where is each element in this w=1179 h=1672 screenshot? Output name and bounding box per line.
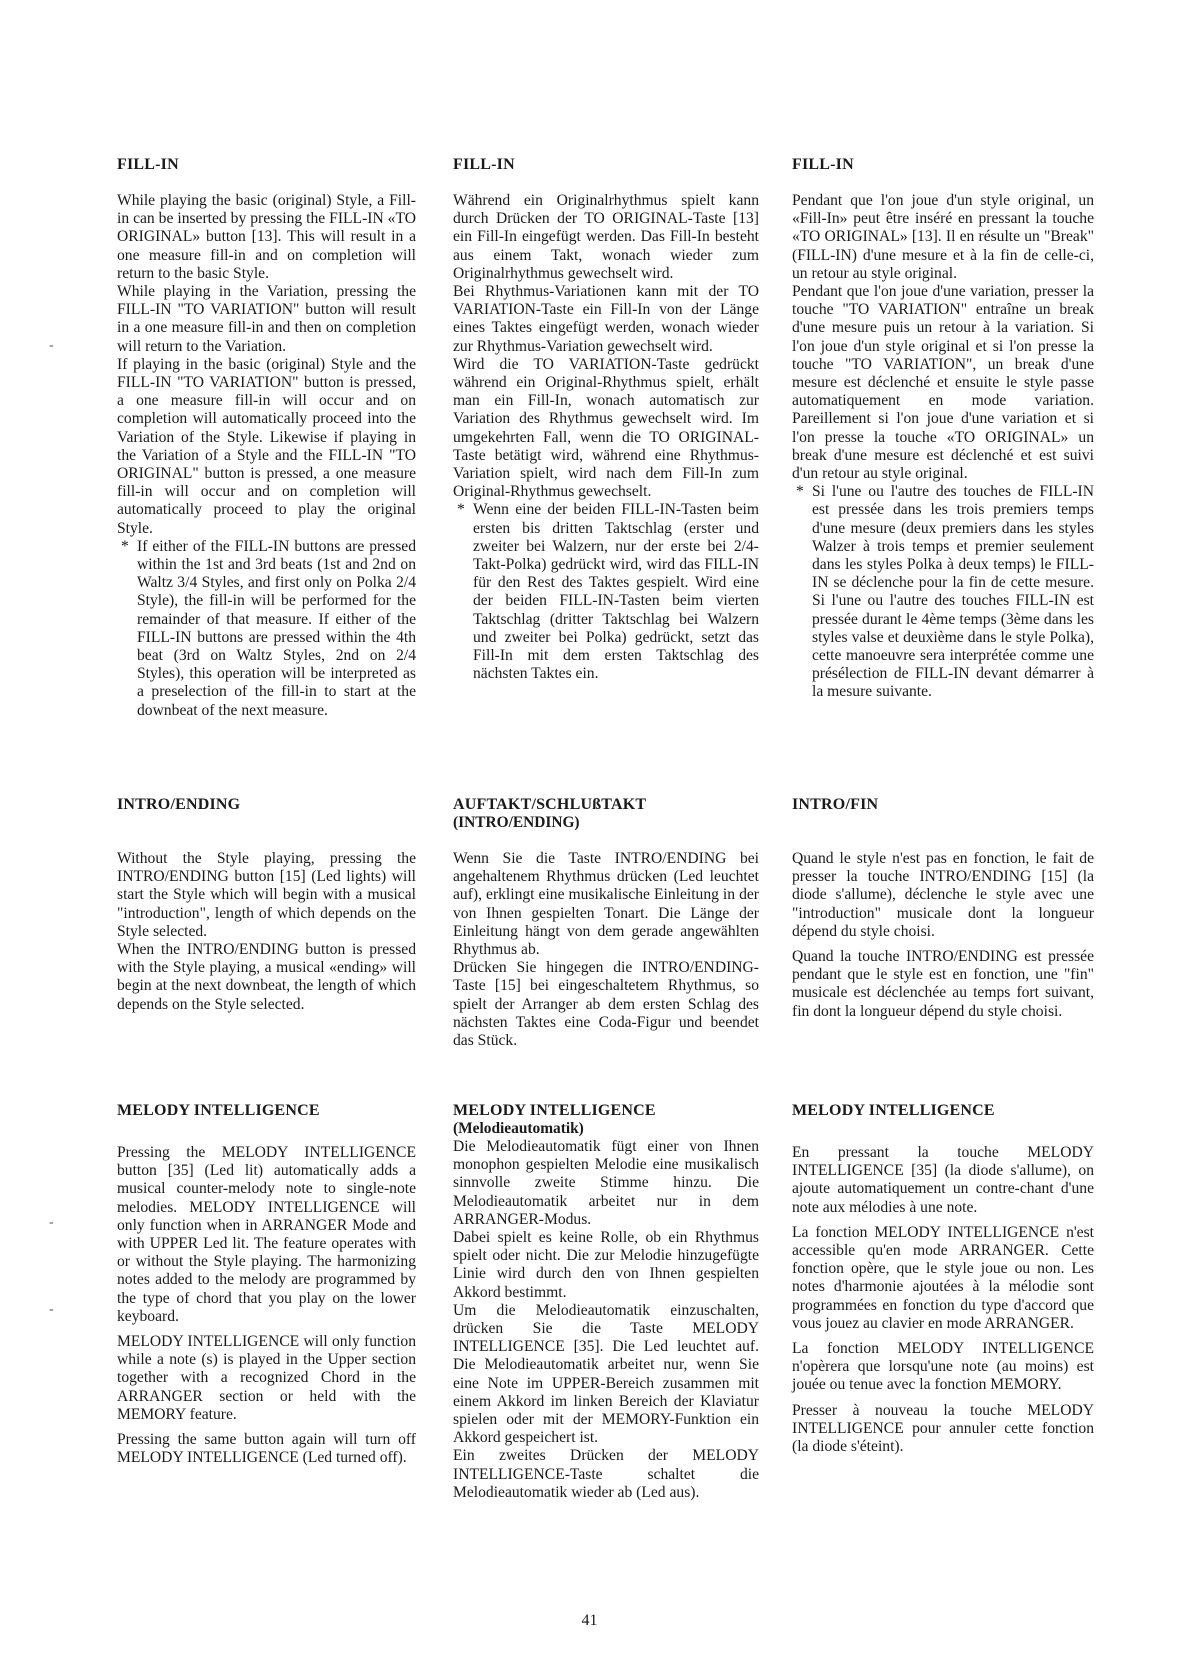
paragraph: Without the Style playing, pressing the INTRO/ENDING button [15] (Led lights) will start the Style which will begin with a musical "introduction", length of which depends on the Style selected. bbox=[117, 850, 416, 940]
section-heading: FILL-IN bbox=[792, 156, 854, 173]
note-text: Wenn eine der beiden FILL-IN-Tasten beim ersten bis dritten Taktschlag (erster und zweiter bei Walzern, nur der erste bei 2/4-Takt-Polka) gedrückt wird, wird das FILL-IN für den Rest des Taktes gespielt. Wird eine der beiden FILL-IN-Tasten beim vierten Taktschlag (dritter Taktschlag bei Walzern und zweiter bei Polka) gedrückt, setzt das Fill-In mit dem ersten Taktschlag des nächsten Taktes ein. bbox=[473, 501, 759, 683]
paragraph: Quand la touche INTRO/ENDING est pressée pendant que le style est en fonction, une "fin" musicale est déclenchée au temps fort suivant, fin dont la longueur dépend du style choisi. bbox=[792, 948, 1094, 1020]
paragraph: Wird die TO VARIATION-Taste gedrückt während ein Original-Rhythmus spielt, erhält man ein Fill-In, wonach automatisch zur Variation des Rhythmus gewechselt wird. Im umgekehrten Fall, wenn die TO ORIGINAL-Taste betätigt wird, während eine Rhythmus-Variation spielt, wird nach dem Fill-In zum Original-Rhythmus gewechselt. bbox=[453, 355, 759, 501]
paragraph: Drücken Sie hingegen die INTRO/ENDING-Taste [15] bei eingeschaltetem Rhythmus, so spielt der Arranger ab dem ersten Schlag des nächsten Taktes eine Coda-Figur und beendet das Stück. bbox=[453, 959, 759, 1050]
paragraph: While playing in the Variation, pressing the FILL-IN "TO VARIATION" button will result in a one measure fill-in and then on completion will return to the Variation. bbox=[117, 283, 416, 355]
section-heading: INTRO/ENDING bbox=[117, 796, 241, 813]
bullet-mark: * bbox=[457, 501, 465, 519]
note bbox=[117, 538, 416, 720]
paragraph: Pressing the MELODY INTELLIGENCE button [35] (Led lit) automatically adds a musical counter-melody note to single-note melodies. MELODY INTELLIGENCE will only function when in ARRANGER Mode and with UPPER Led lit. The feature operates with or without the Style playing. The harmonizing notes added to the melody are programmed by the type of chord that you play on the lower keyboard. bbox=[117, 1144, 416, 1325]
intro-ending-section-en bbox=[117, 796, 416, 1014]
note-text: If either of the FILL-IN buttons are pressed within the 1st and 3rd beats (1st and 2nd on Waltz 3/4 Styles, and first only on Polka 2/4 Style), the fill-in will be performed for the remainder of that measure. If either of the FILL-IN buttons are pressed within the 4th beat (3rd on Waltz Styles, 2nd on 2/4 Styles), this operation will be interpreted as a preselection of the fill-in to start at the downbeat of the next measure. bbox=[137, 537, 416, 719]
melody-section-en bbox=[117, 1102, 416, 1467]
margin-mark: - bbox=[49, 1215, 54, 1230]
margin-mark: - bbox=[49, 338, 54, 353]
paragraph: Die Melodieautomatik fügt einer von Ihnen monophon gespielten Melodie eine musikalisch sinnvolle zweite Stimme hinzu. Die Melodieautomatik arbeitet nur in dem ARRANGER-Modus. bbox=[453, 1138, 759, 1228]
paragraph: If playing in the basic (original) Style and the FILL-IN "TO VARIATION" button is pressed, a one measure fill-in will occur and on completion will automatically proceed into the Variation of the Style. Likewise if playing in the Variation of a Style and the FILL-IN "TO ORIGINAL" button is pressed, a one measure fill-in will occur and on completion will automatically proceed to play the original Style. bbox=[117, 355, 416, 537]
fill-in-section-en bbox=[117, 156, 416, 720]
page-number: 41 bbox=[581, 1612, 598, 1629]
paragraph: La fonction MELODY INTELLIGENCE n'est accessible qu'en mode ARRANGER. Cette fonction opère, que le style joue ou non. Les notes d'harmonie ajoutées à la mélodie sont programmées en fonction du type d'accord que vous jouez au clavier en mode ARRANGER. bbox=[792, 1223, 1094, 1332]
intro-ending-section-de bbox=[453, 796, 759, 1050]
paragraph: La fonction MELODY INTELLIGENCE n'opèrera que lorsqu'une note (au moins) est jouée ou tenue avec la fonction MEMORY. bbox=[792, 1340, 1094, 1394]
paragraph: While playing the basic (original) Style, a Fill-in can be inserted by pressing the FILL-IN «TO ORIGINAL» button [13]. This will result in a one measure fill-in and on completion will return to the basic Style. bbox=[117, 192, 416, 282]
section-heading: FILL-IN bbox=[453, 156, 515, 173]
paragraph: Um die Melodieautomatik einzuschalten, drücken Sie die Taste MELODY INTELLIGENCE [35]. Die Led leuchtet auf. Die Melodieautomatik arbeitet nur, wenn Sie eine Note im UPPER-Bereich zusammen mit einem Akkord im linken Bereich der Klaviatur spielen oder mit der MEMORY-Funktion ein Akkord gespeichert ist. bbox=[453, 1301, 759, 1447]
paragraph: Bei Rhythmus-Variationen kann mit der TO VARIATION-Taste ein Fill-In von der Länge eines Taktes eingefügt werden, wonach wieder zur Rhythmus-Variation gewechselt wird. bbox=[453, 283, 759, 355]
bullet-mark: * bbox=[121, 537, 129, 555]
paragraph: Pressing the same button again will turn off MELODY INTELLIGENCE (Led turned off). bbox=[117, 1431, 416, 1467]
paragraph: Dabei spielt es keine Rolle, ob ein Rhythmus spielt oder nicht. Die zur Melodie hinzugefügte Linie wird durch den von Ihnen gespielten Akkord bestimmt. bbox=[453, 1229, 759, 1301]
paragraph: Wenn Sie die Taste INTRO/ENDING bei angehaltenem Rhythmus drücken (Led leuchtet auf), erklingt eine musikalische Einleitung in der von Ihnen gespielten Tonart. Die Länge der Einleitung hängt von dem gerade angewählten Rhythmus ab. bbox=[453, 850, 759, 959]
section-heading: MELODY INTELLIGENCE bbox=[453, 1102, 656, 1119]
paragraph: Pendant que l'on joue d'un style original, un «Fill-In» peut être inséré en pressant la touche «TO ORIGINAL» [13]. Il en résulte un "Break" (FILL-IN) d'une mesure et à la fin de celle-ci, un retour au style original. bbox=[792, 192, 1094, 282]
section-heading: INTRO/FIN bbox=[792, 796, 879, 813]
fill-in-section-de bbox=[453, 156, 759, 683]
paragraph: Presser à nouveau la touche MELODY INTELLIGENCE pour annuler cette fonction (la diode s'éteint). bbox=[792, 1401, 1094, 1456]
paragraph: Quand le style n'est pas en fonction, le fait de presser la touche INTRO/ENDING [15] (la diode s'allume), déclenche le style avec une "introduction" musicale dont la longueur dépend du style choisi. bbox=[792, 850, 1094, 940]
section-heading: AUFTAKT/SCHLUßTAKT bbox=[453, 796, 647, 813]
paragraph: En pressant la touche MELODY INTELLIGENCE [35] (la diode s'allume), on ajoute automatiquement un contre-chant d'une note aux mélodies à une note. bbox=[792, 1144, 1094, 1216]
fill-in-section-fr bbox=[792, 156, 1094, 702]
paragraph: Pendant que l'on joue d'une variation, presser la touche "TO VARIATION" entraîne un break d'une mesure puis un retour à la variation. Si l'on joue d'un style original et si l'on presse la touche "TO VARIATION", un break d'une mesure est déclenché et ensuite le style passe automatiquement en mode variation. Pareillement si l'on joue d'une variation et si l'on presse la touche «TO ORIGINAL» un break d'une mesure est déclenché et est suivi d'un retour au style original. bbox=[792, 283, 1094, 483]
section-subheading: (INTRO/ENDING) bbox=[453, 814, 580, 831]
paragraph: When the INTRO/ENDING button is pressed with the Style playing, a musical «ending» will begin at the next downbeat, the length of which depends on the Style selected. bbox=[117, 941, 416, 1013]
section-heading: MELODY INTELLIGENCE bbox=[117, 1102, 320, 1119]
section-heading: FILL-IN bbox=[117, 156, 179, 173]
section-heading: MELODY INTELLIGENCE bbox=[792, 1102, 995, 1119]
section-subheading: (Melodieautomatik) bbox=[453, 1120, 584, 1137]
paragraph: MELODY INTELLIGENCE will only function while a note (s) is played in the Upper section together with a recognized Chord in the ARRANGER section or held with the MEMORY feature. bbox=[117, 1333, 416, 1423]
note bbox=[792, 483, 1094, 701]
paragraph: Während ein Originalrhythmus spielt kann durch Drücken der TO ORIGINAL-Taste [13] ein Fill-In eingefügt werden. Das Fill-In besteht aus einem Takt, wonach wieder zum Originalrhythmus gewechselt wird. bbox=[453, 192, 759, 282]
melody-section-fr bbox=[792, 1102, 1094, 1456]
intro-ending-section-fr bbox=[792, 796, 1094, 1021]
paragraph: Ein zweites Drücken der MELODY INTELLIGENCE-Taste schaltet die Melodieautomatik wieder ab (Led aus). bbox=[453, 1447, 759, 1501]
margin-mark: - bbox=[49, 1302, 54, 1317]
note bbox=[453, 501, 759, 683]
melody-section-de bbox=[453, 1102, 759, 1502]
note-text: Si l'une ou l'autre des touches de FILL-IN est pressée dans les trois premiers temps d'une mesure (deux premiers dans les styles Walzer à trois temps et premier seulement dans les styles Polka à deux temps) le FILL-IN se déclenche pour la fin de cette mesure. Si l'une ou l'autre des touches FILL-IN est pressée durant le 4ème temps (3ème dans les styles valse et deuxième dans le style Polka), cette manoeuvre sera interprétée comme une présélection de FILL-IN devant démarrer à la mesure suivante. bbox=[812, 483, 1094, 701]
bullet-mark: * bbox=[796, 483, 804, 501]
